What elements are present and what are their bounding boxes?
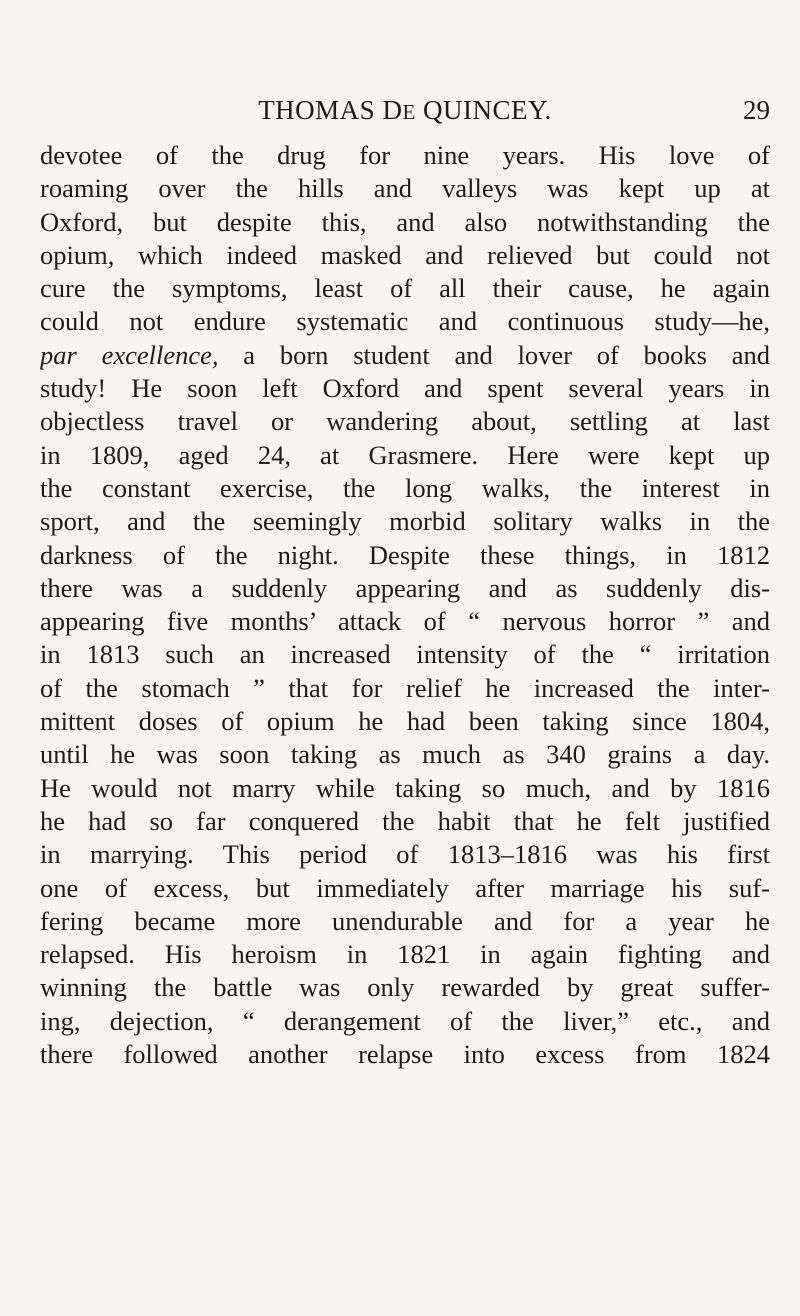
text-line: mittent doses of opium he had been taking since 1804, bbox=[40, 706, 770, 737]
text-line: roaming over the hills and valleys was kept up at bbox=[40, 173, 770, 204]
text-line: there followed another relapse into excess from 1824 bbox=[40, 1039, 770, 1070]
text-line: one of excess, but immediately after marriage his suf- bbox=[40, 872, 770, 903]
text-line: study! He soon left Oxford and spent several years in bbox=[40, 373, 770, 404]
text-line: in marrying. This period of 1813–1816 was his first bbox=[40, 839, 770, 870]
running-head-title-suffix: QUINCEY. bbox=[415, 95, 552, 125]
text-line: could not endure systematic and continuous study—he, bbox=[40, 306, 770, 337]
text-line: in 1809, aged 24, at Grasmere. Here were kept up bbox=[40, 439, 770, 470]
line-remainder: a born student and lover of books and bbox=[218, 339, 770, 370]
text-line: Oxford, but despite this, and also notwithstanding the bbox=[40, 206, 770, 237]
text-line: sport, and the seemingly morbid solitary walks in the bbox=[40, 506, 770, 537]
text-line: ing, dejection, “ derangement of the liver,” etc., and bbox=[40, 1005, 770, 1036]
text-line bbox=[40, 339, 770, 372]
text-line: there was a suddenly appearing and as suddenly dis- bbox=[40, 572, 770, 603]
text-line: darkness of the night. Despite these things, in 1812 bbox=[40, 539, 770, 570]
running-head-title-small-caps: E bbox=[402, 100, 416, 124]
text-line: objectless travel or wandering about, settling at last bbox=[40, 406, 770, 437]
italic-phrase: par excellence, bbox=[40, 339, 219, 370]
running-head-title bbox=[40, 93, 770, 129]
page-number: 29 bbox=[743, 95, 770, 125]
text-line: the constant exercise, the long walks, the interest in bbox=[40, 472, 770, 503]
text-line: opium, which indeed masked and relieved but could not bbox=[40, 239, 770, 270]
body-text bbox=[40, 139, 770, 1071]
text-line: devotee of the drug for nine years. His love of bbox=[40, 140, 770, 170]
text-line: cure the symptoms, least of all their cause, he again bbox=[40, 273, 770, 304]
text-line: winning the battle was only rewarded by great suffer- bbox=[40, 972, 770, 1003]
text-line: until he was soon taking as much as 340 grains a day. bbox=[40, 739, 770, 770]
text-line: relapsed. His heroism in 1821 in again fighting and bbox=[40, 939, 770, 970]
text-line: he had so far conquered the habit that he felt justified bbox=[40, 805, 770, 836]
text-line: appearing five months’ attack of “ nervous horror ” and bbox=[40, 606, 770, 637]
text-line: in 1813 such an increased intensity of the “ irritation bbox=[40, 639, 770, 670]
text-line: He would not marry while taking so much, and by 1816 bbox=[40, 772, 770, 803]
running-head-title-prefix: THOMAS D bbox=[258, 95, 403, 125]
running-head bbox=[40, 93, 770, 127]
text-line: fering became more unendurable and for a year he bbox=[40, 905, 770, 936]
text-line: of the stomach ” that for relief he increased the inter- bbox=[40, 672, 770, 703]
